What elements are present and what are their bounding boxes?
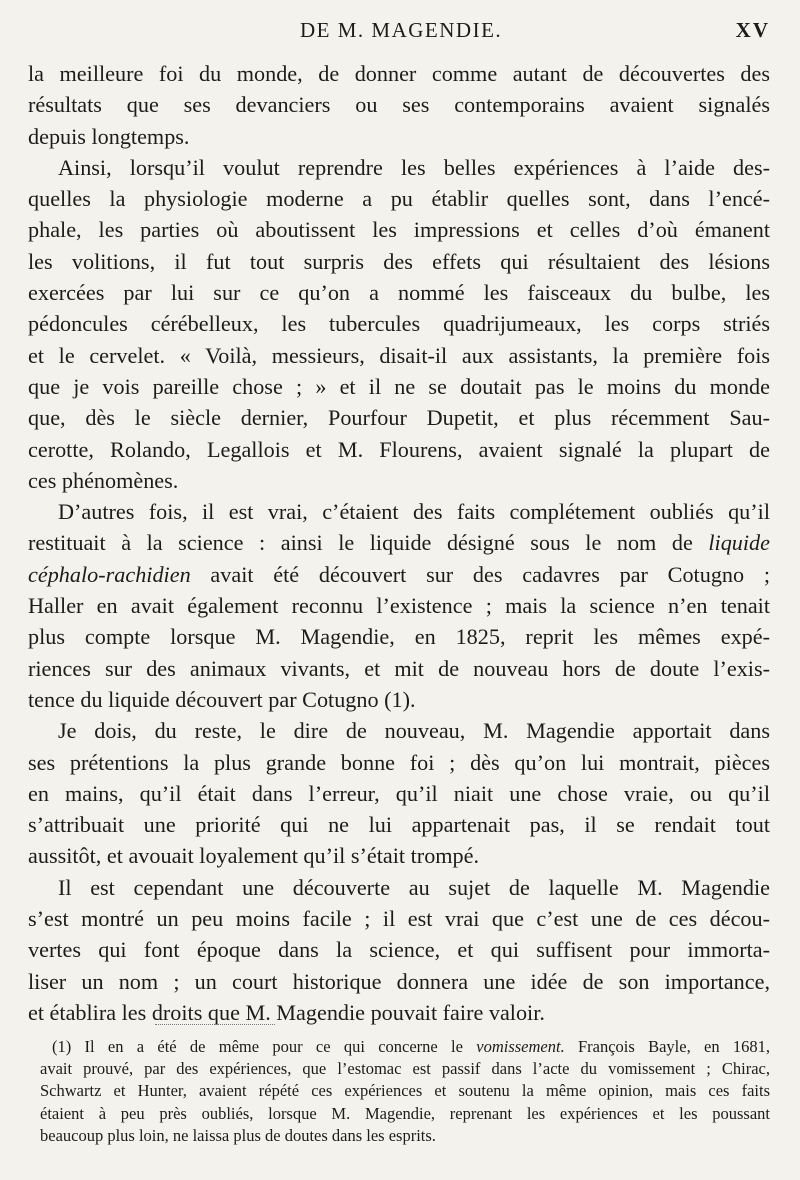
text-line: les volitions, il fut tout surpris des effets qui résultaient des lésions bbox=[28, 248, 770, 274]
italic-term: vomissement. bbox=[476, 1037, 565, 1056]
text-line: depuis longtemps. bbox=[28, 123, 190, 149]
footnote bbox=[40, 1036, 770, 1147]
running-head bbox=[0, 18, 800, 48]
italic-term: liquide bbox=[708, 530, 770, 556]
text-line: pédoncules cérébelleux, les tubercules quadrijumeaux, les corps striés bbox=[28, 311, 770, 337]
text-line: liser un nom ; un court historique donnera une idée de son importance, bbox=[28, 968, 770, 994]
text-line: résultats que ses devanciers ou ses contemporains avaient signalés bbox=[28, 92, 770, 118]
text-line: riences sur des animaux vivants, et mit de nouveau hors de doute l’exis- bbox=[28, 655, 770, 681]
footnote-line bbox=[40, 1036, 770, 1058]
text-run: avait été découvert sur des cadavres par Cotugno ; bbox=[190, 561, 770, 587]
text-line: exercées par lui sur ce qu’on a nommé les faisceaux du bulbe, les bbox=[28, 280, 770, 306]
footnote-line: beaucoup plus loin, ne laissa plus de doutes dans les esprits. bbox=[40, 1125, 436, 1145]
text-line: que je vois pareille chose ; » et il ne se doutait pas le moins du monde bbox=[28, 373, 770, 399]
text-line: que, dès le siècle dernier, Pourfour Dupetit, et plus récemment Sau- bbox=[28, 405, 770, 431]
text-line: s’attribuait une priorité qui ne lui appartenait pas, il se rendait tout bbox=[28, 812, 770, 838]
text-line: la meilleure foi du monde, de donner comme autant de découvertes des bbox=[28, 61, 770, 86]
text-line: s’est montré un peu moins facile ; il est vrai que c’est une de ces décou- bbox=[28, 906, 770, 932]
text-line: aussitôt, et avouait loyalement qu’il s’était trompé. bbox=[28, 843, 480, 869]
text-run: (1) Il en a été de même pour ce qui concerne le bbox=[52, 1037, 477, 1056]
text-line: phale, les parties où aboutissent les impressions et celles d’où émanent bbox=[28, 217, 770, 243]
text-line bbox=[28, 527, 770, 558]
italic-term: céphalo-rachidien bbox=[28, 561, 191, 587]
text-line: Ainsi, lorsqu’il voulut reprendre les belles expériences à l’aide des- bbox=[58, 154, 770, 180]
text-line: D’autres fois, il est vrai, c’étaient des faits complétement oubliés qu’il bbox=[58, 499, 770, 525]
text-line: en mains, qu’il était dans l’erreur, qu’il niait une chose vraie, ou qu’il bbox=[28, 780, 770, 806]
running-title: DE M. MAGENDIE. bbox=[300, 18, 503, 42]
text-line: quelles la physiologie moderne a pu établir quelles sont, dans l’encé- bbox=[28, 186, 770, 212]
text-line: ces phénomènes. bbox=[28, 467, 179, 493]
body-text bbox=[28, 58, 770, 1028]
footnote-line: Schwartz et Hunter, avaient répété ces expériences et soutenu la même opinion, mais ces faits bbox=[40, 1081, 770, 1101]
text-line: vertes qui font époque dans la science, et qui suffisent pour immorta- bbox=[28, 937, 770, 963]
text-line: et le cervelet. « Voilà, messieurs, disait-il aux assistants, la première fois bbox=[28, 342, 770, 368]
footnote-divider bbox=[155, 1024, 275, 1025]
text-line: cerotte, Rolando, Legallois et M. Flourens, avaient signalé la plupart de bbox=[28, 436, 770, 462]
text-run: restituait à la science : ainsi le liquide désigné sous le nom de bbox=[28, 530, 709, 556]
text-line: Haller en avait également reconnu l’existence ; mais la science n’en tenait bbox=[28, 593, 770, 619]
text-line: tence du liquide découvert par Cotugno (1). bbox=[28, 686, 416, 712]
page-number: XV bbox=[735, 18, 770, 42]
footnote-line: avait prouvé, par des expériences, que l’estomac est passif dans l’acte du vomissement ; Chirac, bbox=[40, 1059, 770, 1079]
text-line: Je dois, du reste, le dire de nouveau, M. Magendie apportait dans bbox=[58, 718, 770, 744]
text-run: François Bayle, en 1681, bbox=[564, 1037, 770, 1056]
text-line: Il est cependant une découverte au sujet de laquelle M. Magendie bbox=[58, 874, 770, 900]
text-line: ses prétentions la plus grande bonne foi ; dès qu’on lui montrait, pièces bbox=[28, 749, 770, 775]
text-line bbox=[28, 559, 770, 590]
text-line: et établira les droits que M. Magendie pouvait faire valoir. bbox=[28, 999, 545, 1025]
footnote-line: étaient à peu près oubliés, lorsque M. Magendie, reprenant les expériences et les poussant bbox=[40, 1103, 770, 1123]
text-line: plus compte lorsque M. Magendie, en 1825, reprit les mêmes expé- bbox=[28, 624, 770, 650]
